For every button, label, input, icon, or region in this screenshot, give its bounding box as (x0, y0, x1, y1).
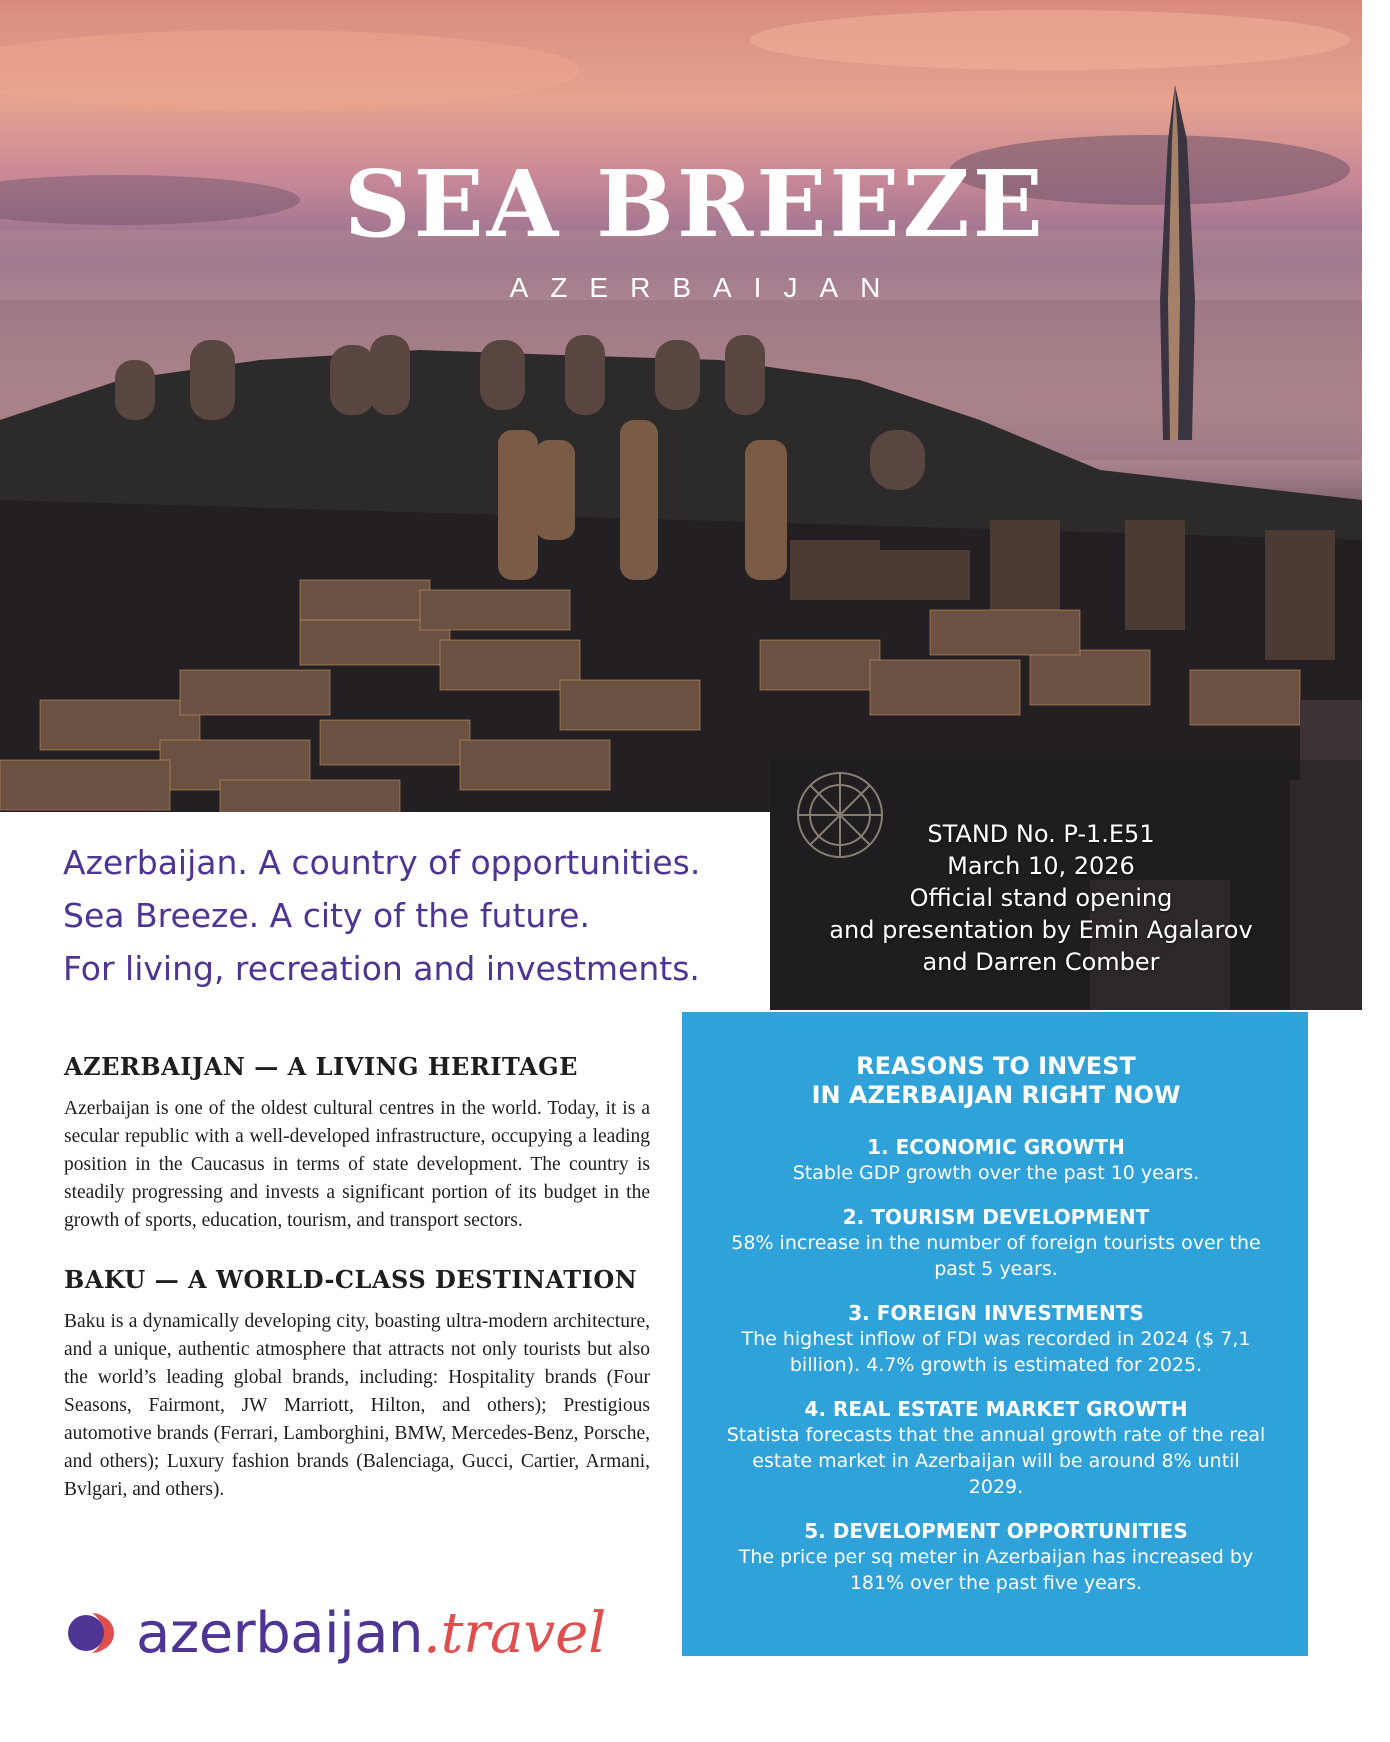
reason-text: Stable GDP growth over the past 10 years. (792, 1162, 1200, 1184)
reasons-heading-line: IN AZERBAIJAN RIGHT NOW (811, 1081, 1181, 1109)
stand-number: STAND No. P-1.E51 (927, 820, 1155, 848)
stand-line: Official stand opening (909, 884, 1173, 912)
reason-title: 2. TOURISM DEVELOPMENT (842, 1205, 1150, 1229)
reason-title: 4. REAL ESTATE MARKET GROWTH (804, 1397, 1188, 1421)
section-body: Azerbaijan is one of the oldest cultural centres in the world. Today, it is a secular republic with a well-developed infrastructure, occupying a leading position in the Caucasus in terms of state development. The country is steadily progressing and invests a significant portion of its budget in the growth of sports, education, tourism, and transport sectors. (64, 1098, 650, 1231)
brand-logo[interactable] (62, 1598, 606, 1668)
reason-text: 58% increase in the number of foreign tourists over the past 5 years. (731, 1232, 1261, 1280)
tagline-line: For living, recreation and investments. (63, 949, 700, 988)
page-title: SEA BREEZE (344, 150, 1046, 258)
tagline-line: Sea Breeze. A city of the future. (63, 896, 590, 935)
reasons-heading (726, 1052, 1266, 1110)
tagline-line: Azerbaijan. A country of opportunities. (63, 843, 701, 882)
section-heading: BAKU — A WORLD-CLASS DESTINATION (64, 1265, 638, 1294)
reason-item (726, 1204, 1266, 1282)
reason-text: The highest inflow of FDI was recorded in 2024 ($ 7,1 billion). 4.7% growth is estimated for 2025. (741, 1328, 1251, 1376)
tagline (63, 836, 753, 995)
section-body: Baku is a dynamically developing city, boasting ultra-modern architecture, and a unique, authentic atmosphere that attracts not only tourists but also the world’s leading global brands, including: Hospitality brands (Four Seasons, Fairmont, JW Marriott, Hilton, and others); Prestigious automotive brands (Ferrari, Lamborghini, BMW, Mercedes-Benz, Porsche, and others); Luxury fashion brands (Balenciaga, Gucci, Cartier, Armani, Bvlgari, and others). (64, 1311, 650, 1500)
stand-line: and Darren Comber (922, 948, 1160, 976)
reasons-heading-line: REASONS TO INVEST (856, 1052, 1136, 1080)
brand-name: azerbaijan (136, 1600, 423, 1666)
reason-item (726, 1134, 1266, 1186)
reasons-content (726, 1052, 1266, 1614)
reason-item (726, 1300, 1266, 1378)
page-subtitle: AZERBAIJAN (509, 272, 903, 303)
stand-info (796, 818, 1286, 978)
stand-date: March 10, 2026 (947, 852, 1135, 880)
brand-domain: .travel (422, 1600, 607, 1666)
reason-title: 1. ECONOMIC GROWTH (867, 1135, 1125, 1159)
reason-item (726, 1518, 1266, 1596)
section-heading: AZERBAIJAN — A LIVING HERITAGE (64, 1052, 578, 1081)
reason-text: The price per sq meter in Azerbaijan has increased by 181% over the past five years. (738, 1546, 1254, 1594)
reason-title: 5. DEVELOPMENT OPPORTUNITIES (804, 1519, 1188, 1543)
stand-line: and presentation by Emin Agalarov (829, 916, 1253, 944)
article-column (64, 1052, 650, 1534)
reason-text: Statista forecasts that the annual growth rate of the real estate market in Azerbaijan will be around 8% until 2029. (726, 1424, 1266, 1498)
reason-item (726, 1396, 1266, 1500)
reason-title: 3. FOREIGN INVESTMENTS (848, 1301, 1144, 1325)
brand-logo-icon (62, 1607, 114, 1659)
